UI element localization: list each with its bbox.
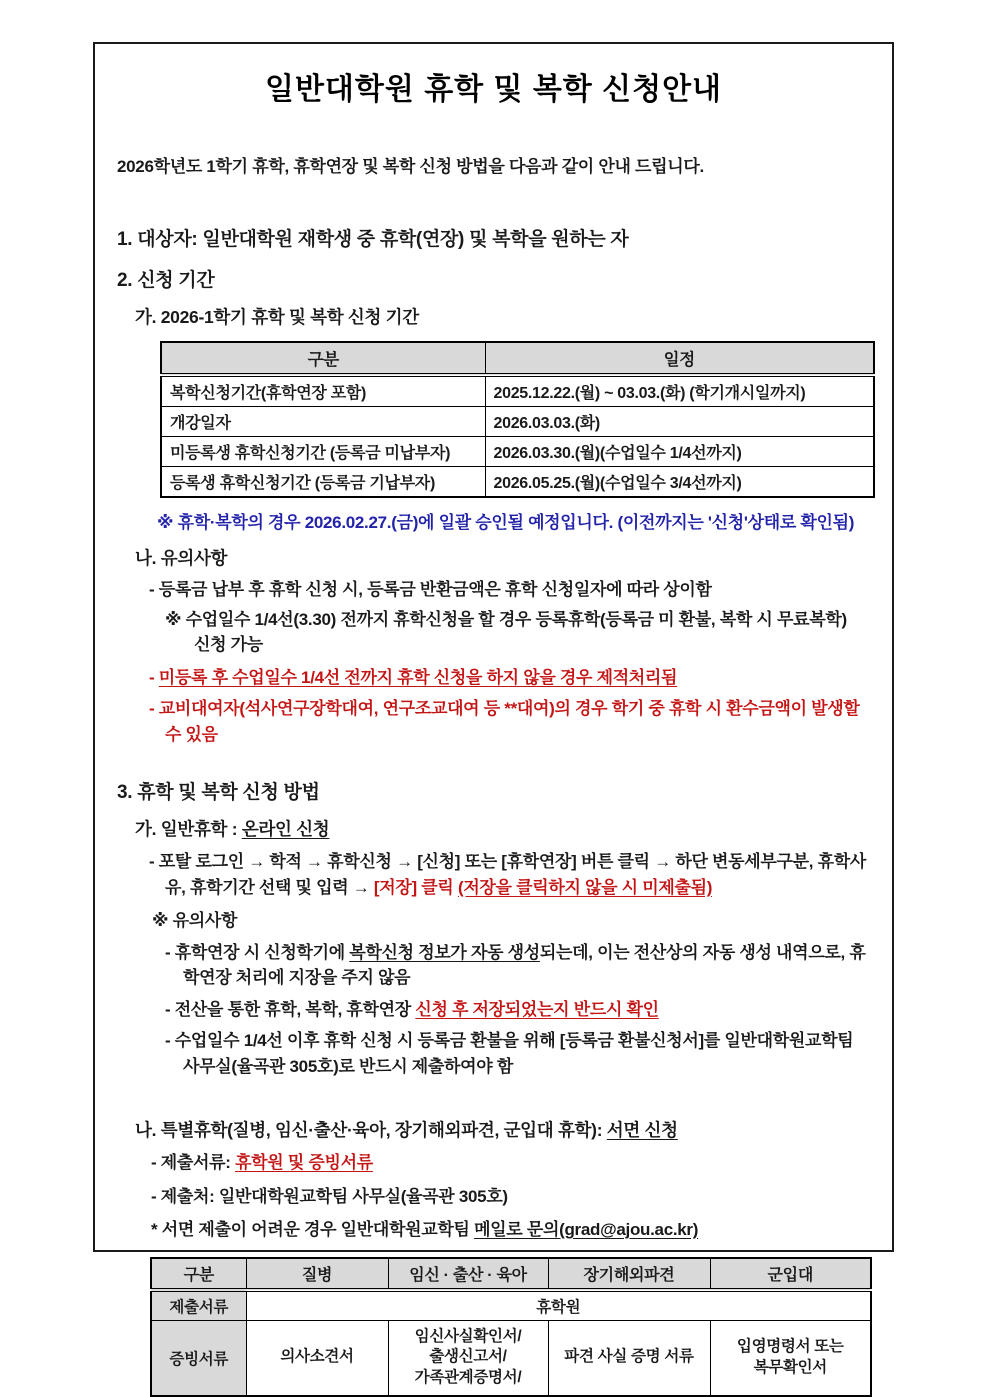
schedule-table-header-row bbox=[161, 342, 874, 375]
schedule-row4-type: 등록생 휴학신청기간 (등록금 기납부자) bbox=[161, 466, 485, 497]
section1-heading: 1. 대상자: 일반대학원 재학생 중 휴학(연장) 및 복학을 원하는 자 bbox=[117, 224, 892, 251]
section3-heading: 3. 휴학 및 복학 신청 방법 bbox=[117, 777, 892, 804]
page-border bbox=[93, 42, 894, 1252]
table-row bbox=[161, 375, 874, 407]
section3-sub-a: 가. 일반휴학 : 온라인 신청 bbox=[135, 816, 892, 841]
special-col-gubun: 구분 bbox=[151, 1258, 246, 1290]
submit-docs-value: 휴학원 bbox=[246, 1290, 871, 1321]
special-col-illness: 질병 bbox=[246, 1258, 388, 1290]
table-row bbox=[151, 1290, 871, 1321]
schedule-row2-date: 2026.03.03.(화) bbox=[485, 406, 874, 436]
section2-sub-a: 가. 2026-1학기 휴학 및 복학 신청 기간 bbox=[135, 304, 892, 329]
proof-illness: 의사소견서 bbox=[246, 1320, 388, 1396]
docs-required: - 제출서류: 휴학원 및 증빙서류 bbox=[95, 1150, 892, 1176]
schedule-row3-date: 2026.03.30.(월)(수업일수 1/4선까지) bbox=[485, 436, 874, 466]
submit-docs-label: 제출서류 bbox=[151, 1290, 246, 1321]
special-col-abroad: 장기해외파견 bbox=[548, 1258, 710, 1290]
special-col-pregnancy: 임신 · 출산 · 육아 bbox=[388, 1258, 548, 1290]
proof-pregnancy: 임신사실확인서/ 출생신고서/ 가족관계증명서/ bbox=[388, 1320, 548, 1396]
section2-heading: 2. 신청 기간 bbox=[117, 265, 892, 292]
approval-note: ※ 휴학·복학의 경우 2026.02.27.(금)에 일괄 승인될 예정입니다. (이전까지는 '신청'상태로 확인됨) bbox=[95, 510, 892, 536]
schedule-col-type: 구분 bbox=[161, 342, 485, 375]
schedule-row1-type: 복학신청기간(휴학연장 포함) bbox=[161, 375, 485, 407]
proof-abroad: 파견 사실 증명 서류 bbox=[548, 1320, 710, 1396]
schedule-row1-date: 2025.12.22.(월) ~ 03.03.(화) (학기개시일까지) bbox=[485, 375, 874, 407]
submit-location: - 제출처: 일반대학원교학팀 사무실(율곡관 305호) bbox=[95, 1184, 892, 1210]
schedule-row2-type: 개강일자 bbox=[161, 406, 485, 436]
proof-docs-label: 증빙서류 bbox=[151, 1320, 246, 1396]
schedule-col-date: 일정 bbox=[485, 342, 874, 375]
loan-note: - 교비대여자(석사연구장학대여, 연구조교대여 등 **대여)의 경우 학기 중 휴학 시 환수금액이 발생할 수 있음 bbox=[95, 696, 892, 747]
page-title: 일반대학원 휴학 및 복학 신청안내 bbox=[95, 64, 892, 108]
refund-note: - 등록금 납부 후 휴학 신청 시, 등록금 반환금액은 휴학 신청일자에 따라 상이함 bbox=[95, 577, 892, 603]
table-row bbox=[161, 406, 874, 436]
special-leave-table bbox=[150, 1257, 872, 1397]
section2-sub-b: 나. 유의사항 bbox=[135, 545, 892, 570]
expel-note: - 미등록 후 수업일수 1/4선 전까지 휴학 신청을 하지 않을 경우 제적처리됨 bbox=[95, 665, 892, 691]
notice-item-3: - 수업일수 1/4선 이후 휴학 신청 시 등록금 환불을 위해 [등록금 환불신청서]를 일반대학원교학팀 사무실(율곡관 305호)로 반드시 제출하여야 함 bbox=[95, 1028, 892, 1079]
special-col-military: 군입대 bbox=[710, 1258, 871, 1290]
proof-military: 입영명령서 또는 복무확인서 bbox=[710, 1320, 871, 1396]
table-row bbox=[161, 436, 874, 466]
notice-heading: ※ 유의사항 bbox=[95, 908, 892, 934]
intro-text: 2026학년도 1학기 휴학, 휴학연장 및 복학 신청 방법을 다음과 같이 안내 드립니다. bbox=[117, 154, 892, 180]
schedule-table bbox=[160, 341, 875, 498]
special-table-header-row bbox=[151, 1258, 871, 1290]
mail-contact: * 서면 제출이 어려운 경우 일반대학원교학팀 메일로 문의(grad@ajou.ac.kr) bbox=[95, 1217, 892, 1243]
notice-item-1: - 휴학연장 시 신청학기에 복학신청 정보가 자동 생성되는데, 이는 전산상의 자동 생성 내역으로, 휴학연장 처리에 지장을 주지 않음 bbox=[95, 940, 892, 991]
notice-item-2: - 전산을 통한 휴학, 복학, 휴학연장 신청 후 저장되었는지 반드시 확인 bbox=[95, 997, 892, 1023]
quarter-note: ※ 수업일수 1/4선(3.30) 전까지 휴학신청을 할 경우 등록휴학(등록금 미 환불, 복학 시 무료복학) 신청 가능 bbox=[95, 607, 892, 658]
schedule-row3-type: 미등록생 휴학신청기간 (등록금 미납부자) bbox=[161, 436, 485, 466]
table-row bbox=[151, 1320, 871, 1396]
table-row bbox=[161, 466, 874, 497]
portal-steps: - 포탈 로그인 → 학적 → 휴학신청 → [신청] 또는 [휴학연장] 버튼 클릭 → 하단 변동세부구분, 휴학사유, 휴학기간 선택 및 입력 → [저장] 클릭 (저장을 클릭하지 않을 시 미제출됨) bbox=[95, 849, 892, 900]
schedule-row4-date: 2026.05.25.(월)(수업일수 3/4선까지) bbox=[485, 466, 874, 497]
section3-sub-b: 나. 특별휴학(질병, 임신·출산·육아, 장기해외파견, 군입대 휴학): 서면 신청 bbox=[135, 1117, 892, 1142]
